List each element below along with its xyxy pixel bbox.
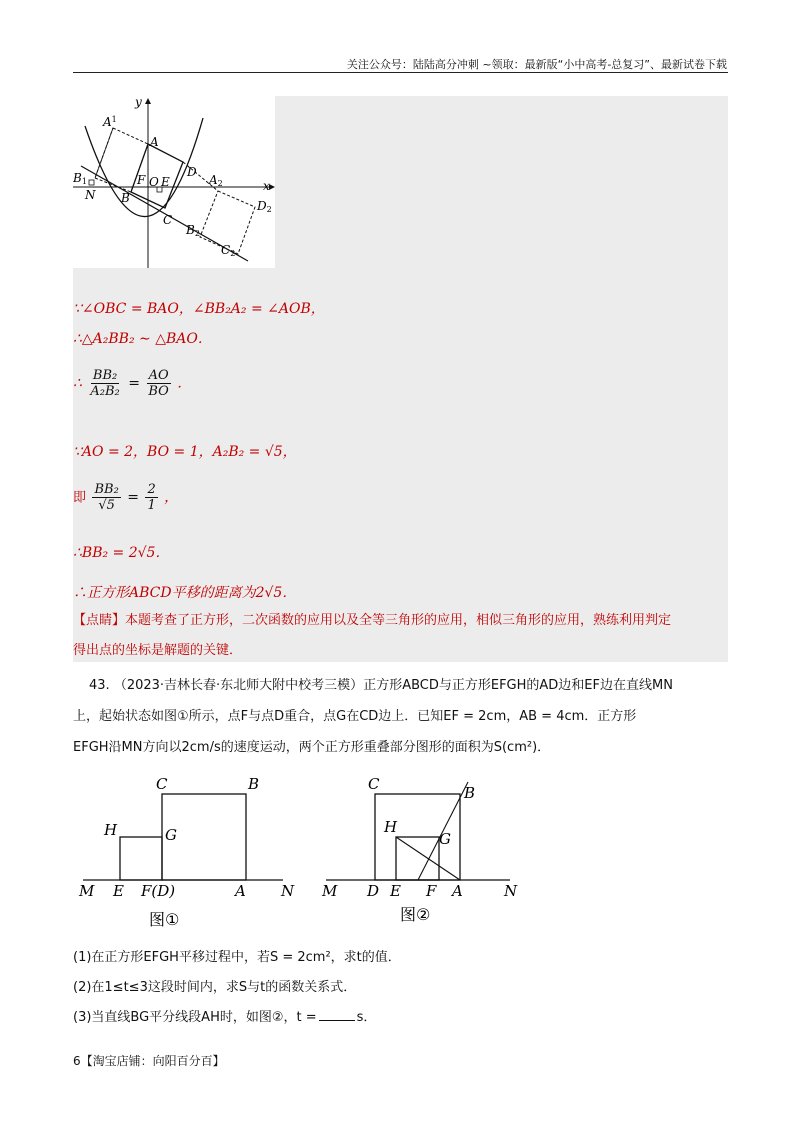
fig1-label-e: E	[113, 882, 124, 900]
label-b1: B1	[73, 171, 87, 186]
fig1-label-c: C	[156, 775, 168, 793]
label-n: N	[85, 188, 96, 202]
label-o: O	[149, 175, 159, 189]
fig1-label-m: M	[79, 882, 95, 900]
parabola-figure	[73, 96, 275, 268]
label-d: D	[187, 165, 197, 179]
label-a1: $A^1$	[103, 115, 117, 129]
fig2-label-m: M	[322, 882, 338, 900]
fig1-label-fd: F(D)	[141, 882, 176, 900]
label-b2: B2	[186, 223, 200, 238]
label-y: y	[135, 96, 142, 109]
solution-line-5: 即 $\frac{\text{BB₂}}{√5}$ = $\frac{2}{1}$ ，	[73, 482, 179, 513]
fig1-label-g: G	[165, 826, 177, 844]
question-number: 43.	[89, 678, 110, 693]
sub-question-2: (2)在1≤t≤3这段时间内，求S与t的函数关系式．	[73, 980, 357, 995]
label-x: x	[263, 179, 270, 193]
figure-2	[318, 772, 528, 932]
fig2-label-g: G	[439, 830, 451, 848]
fig2-label-h: H	[384, 818, 398, 836]
solution-line-6: ∴BB₂ = 2√5．	[73, 545, 170, 561]
fig2-label-n: N	[504, 882, 518, 900]
sub-question-3: (3)当直线BG平分线段AH时，如图②，t = s．	[73, 1010, 377, 1025]
fig1-label-b: B	[248, 775, 260, 793]
label-c: C	[163, 213, 173, 227]
fig1-label-n: N	[281, 882, 295, 900]
fig2-label-e: E	[390, 882, 401, 900]
fig2-label-a: A	[452, 882, 463, 900]
solution-line-3: ∴ $\frac{\text{BB₂}}{\text{A₂B₂}}$ = $\frac{AO}{BO}$ ．	[73, 368, 192, 399]
page-header: 关注公众号：陆陆高分冲刺 ~领取：最新版“小中高考-总复习”、最新试卷下载	[346, 58, 727, 71]
figure-1	[73, 772, 303, 932]
question-line1: 正方形ABCD与正方形EFGH的AD边和EF边在直线MN	[363, 678, 673, 693]
fig2-label-b: B	[464, 784, 476, 802]
fig2-caption: 图②	[400, 905, 431, 924]
question-43	[73, 670, 733, 763]
answer-blank[interactable]	[319, 1020, 355, 1021]
label-f: F	[137, 173, 146, 187]
page-footer: 6【淘宝店铺：向阳百分百】	[73, 1054, 225, 1068]
fig2-label-c: C	[368, 775, 380, 793]
question-line2: 上，起始状态如图①所示，点F与点D重合，点G在CD边上．已知EF = 2cm，AB = 4cm．正方形	[73, 709, 637, 724]
solution-line-4: ∵AO = 2，BO = 1，A₂B₂ = √5，	[73, 444, 297, 460]
solution-line-2: ∴△A₂BB₂ ∼ △BAO．	[73, 331, 212, 347]
solution-line-7: ∴正方形ABCD平移的距离为2√5．	[73, 585, 297, 601]
label-b: B	[121, 191, 130, 205]
note-dianjing: 【点睛】本题考查了正方形，二次函数的应用以及全等三角形的应用，相似三角形的应用，熟练利用判定 得出点的坐标是解题的关键．	[73, 613, 672, 658]
label-c2: C2	[221, 243, 236, 258]
fig2-label-d: D	[367, 882, 380, 900]
fig2-label-f: F	[426, 882, 437, 900]
fig1-label-a: A	[235, 882, 246, 900]
question-source: （2023·吉林长春·东北师大附中校考三模）	[113, 678, 364, 693]
label-e: E	[161, 175, 170, 189]
question-line3: EFGH沿MN方向以2cm/s的速度运动，两个正方形重叠部分图形的面积为S(cm²)．	[73, 740, 551, 755]
header-rule	[73, 72, 728, 73]
fig1-caption: 图①	[149, 910, 180, 929]
label-d2: D2	[257, 199, 272, 214]
sub-question-1: (1)在正方形EFGH平移过程中，若S = 2cm²，求t的值．	[73, 950, 401, 965]
label-a2: A2	[209, 173, 223, 188]
fig1-label-h: H	[104, 821, 118, 839]
solution-line-1: ∵∠OBC = BAO，∠BB₂A₂ = ∠AOB，	[73, 301, 325, 317]
label-a: A	[150, 135, 159, 149]
